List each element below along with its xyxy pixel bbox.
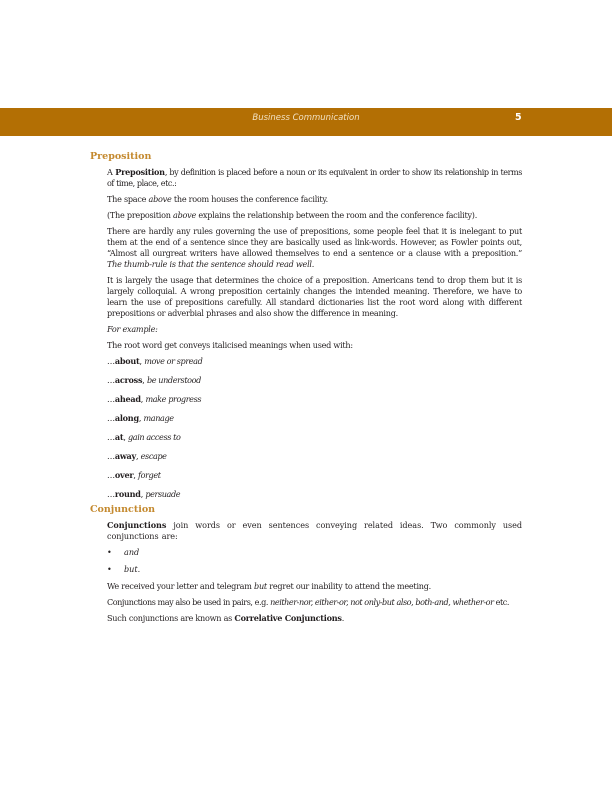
text-run: We received your letter and telegram [107,581,255,591]
text-run: (The preposition [107,210,174,220]
italic-term: above [148,194,172,204]
term-correlative-conjunctions: Correlative Conjunctions [234,613,342,623]
italic-term: above [173,210,197,220]
ellipsis: … [107,375,115,385]
section-preposition [90,151,522,500]
section-conjunction [90,504,522,624]
ellipsis: … [107,470,115,480]
text-run: explains the relationship between the room and the conference facility). [196,210,478,220]
correlative-conjunctions-paragraph [107,613,522,624]
list-item: …ahead, make progress [107,394,202,404]
conjunction-pairs-paragraph [107,597,522,608]
ellipsis: … [107,432,115,442]
bullet-icon: • [107,547,112,557]
example-word: along [114,413,139,423]
text-run: . [311,259,315,269]
example-word: round [114,489,141,499]
example-word: away [114,451,137,461]
italic-term: but [254,581,267,591]
preposition-usage-paragraph: It is largely the usage that determines the choice of a preposition. Americans tend to drop them but it is largely colloquial. A wrong preposition certainly changes the intended meaning. Therefore, we have to learn the use of prepositions carefully. All standard dictionaries list the root word along with different prepositions or adverbial phrases and also show the difference in meaning. [107,275,522,318]
term-conjunctions: Conjunctions [107,520,167,530]
text-run: , by definition is placed before a noun or its equivalent in order to show its relationship in terms of time, place, etc.: [107,167,522,188]
example-meaning: forget [138,470,161,480]
example-list [107,356,522,500]
example-meaning: escape [140,451,167,461]
example-word: over [114,470,134,480]
text-run: etc. [493,597,509,607]
text-run: regret our inability to attend the meeting. [266,581,431,591]
italic-thumb-rule: The thumb-rule is that the sentence should read well [107,259,312,269]
ellipsis: … [107,413,115,423]
example-word: across [114,375,143,385]
example-meaning: move or spread [144,356,203,366]
list-item: …at, gain access to [107,432,181,442]
section-heading-preposition: Preposition [90,151,152,162]
running-header-title: Business Communication [252,113,360,123]
italic-pairs: neither-nor, either-or, not only-but also, both-and, whether-or [270,597,494,607]
ellipsis: … [107,451,115,461]
example-meaning: be understood [146,375,201,385]
preposition-example-explanation [107,210,522,221]
example-word: ahead [114,394,141,404]
text-run: Conjunctions may also be used in pairs, e.g. [107,597,271,607]
text-run: join words or even sentences conveying related ideas. Two commonly used conjunctions are: [107,520,522,541]
text-run: Such conjunctions are known as [107,613,235,623]
page-body [90,151,522,629]
text-run: the room houses the conference facility. [171,194,328,204]
ellipsis: … [107,489,115,499]
example-meaning: manage [143,413,174,423]
text-run: The space [107,194,149,204]
ellipsis: … [107,394,115,404]
italic-label: For example: [107,324,158,334]
list-item: …round, persuade [107,489,181,499]
example-word: about [114,356,140,366]
text-run: A [107,167,116,177]
example-meaning: persuade [145,489,181,499]
page-number: 5 [515,112,522,123]
list-item: …about, move or spread [107,356,203,366]
term-preposition: Preposition [115,167,165,177]
list-item: …along, manage [107,413,174,423]
list-item: …over, forget [107,470,161,480]
preposition-rules-paragraph [107,226,522,270]
bullet-text: and [124,547,140,557]
preposition-definition [107,167,522,189]
conjunction-example-sentence [107,581,522,592]
list-item [107,564,522,575]
example-meaning: make progress [145,394,202,404]
bullet-icon: • [107,564,112,574]
list-item: …away, escape [107,451,167,461]
for-example-label [107,324,522,335]
example-meaning: gain access to [127,432,181,442]
section-heading-conjunction: Conjunction [90,504,156,515]
list-item: …across, be understood [107,375,201,385]
conjunction-definition [107,520,522,542]
text-run: . [341,613,345,623]
root-word-intro: The root word get conveys italicised meanings when used with: [107,340,353,350]
ellipsis: … [107,356,115,366]
preposition-example-sentence [107,194,522,205]
list-item [107,547,522,558]
conjunction-bullet-list [107,547,522,575]
bullet-text: but. [124,564,141,574]
example-word: at [114,432,124,442]
text-run: There are hardly any rules governing the use of prepositions, some people feel that it is inelegant to put them at the end of a sentence since they are basically used as link-words. However, as Fowler points out, “Almost all ourgreat writers have allowed themselves to end a sentence or a clause with a preposition.” [107,226,522,258]
